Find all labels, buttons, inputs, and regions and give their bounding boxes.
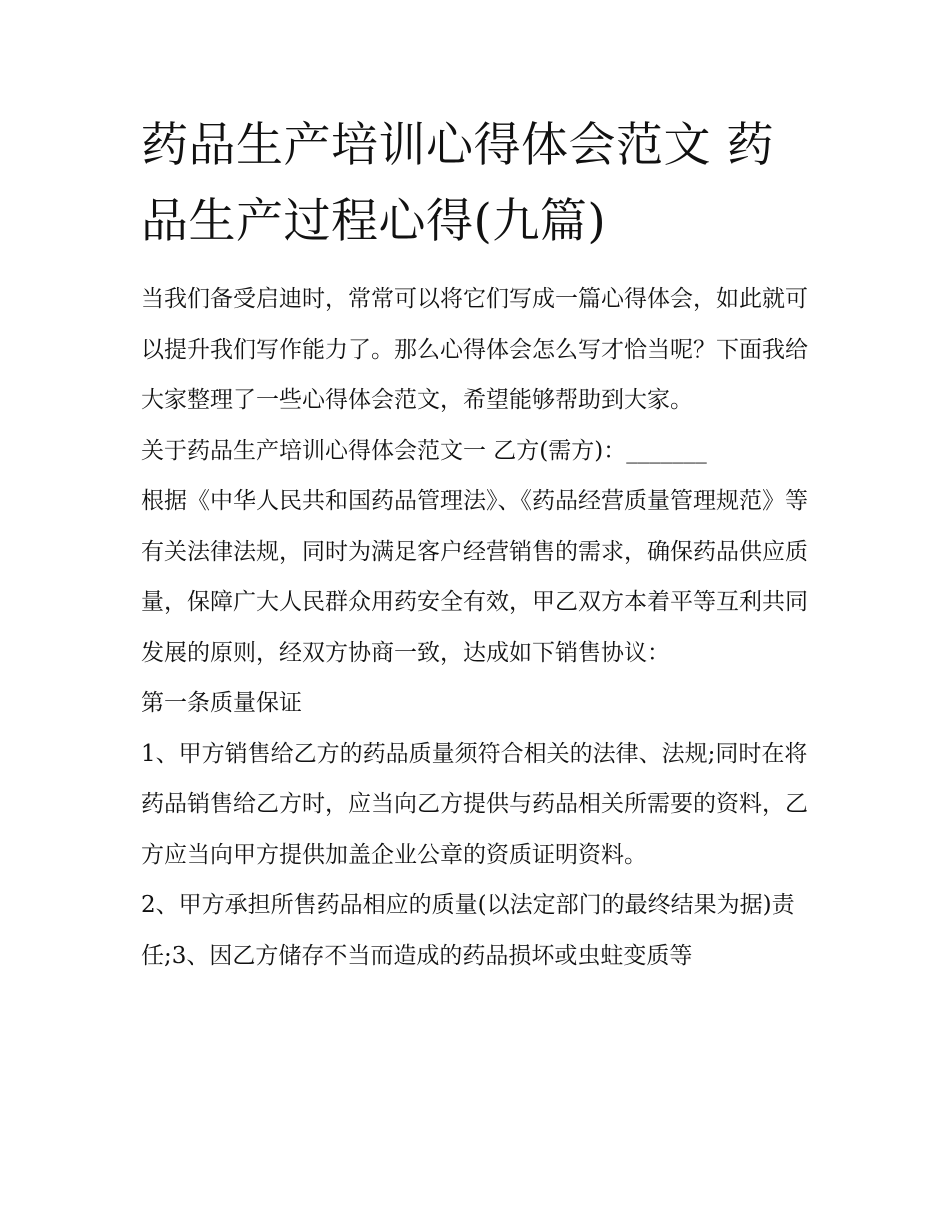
paragraph-agreement-basis: 根据《中华人民共和国药品管理法》、《药品经营质量管理规范》等有关法律法规，同时为满足客户经营销售的需求，确保药品供应质量，保障广大人民群众用药安全有效，甲乙双方本着平等互利共同发展的原则，经双方协商一致，达成如下销售协议： — [141, 488, 808, 666]
document-title: 药品生产培训心得体会范文 药品生产过程心得(九篇) — [141, 118, 774, 249]
document-page — [141, 108, 821, 981]
paragraph-clause-one: 1、甲方销售给乙方的药品质量须符合相关的法律、法规;同时在将药品销售给乙方时，应当向乙方提供与药品相关所需要的资料，乙方应当向甲方提供加盖企业公章的资质证明资料。 — [141, 740, 808, 868]
paragraph-article-one-heading: 第一条质量保证 — [141, 690, 302, 716]
paragraph-clause-two: 2、甲方承担所售药品相应的质量(以法定部门的最终结果为据)责任;3、因乙方储存不当而造成的药品损坏或虫蛀变质等 — [141, 892, 795, 969]
paragraph-section-heading: 关于药品生产培训心得体会范文一 乙方(需方)：_______ — [141, 437, 707, 464]
paragraph-intro: 当我们备受启迪时，常常可以将它们写成一篇心得体会，如此就可以提升我们写作能力了。那么心得体会怎么写才恰当呢？下面我给大家整理了一些心得体会范文，希望能够帮助到大家。 — [141, 286, 808, 413]
